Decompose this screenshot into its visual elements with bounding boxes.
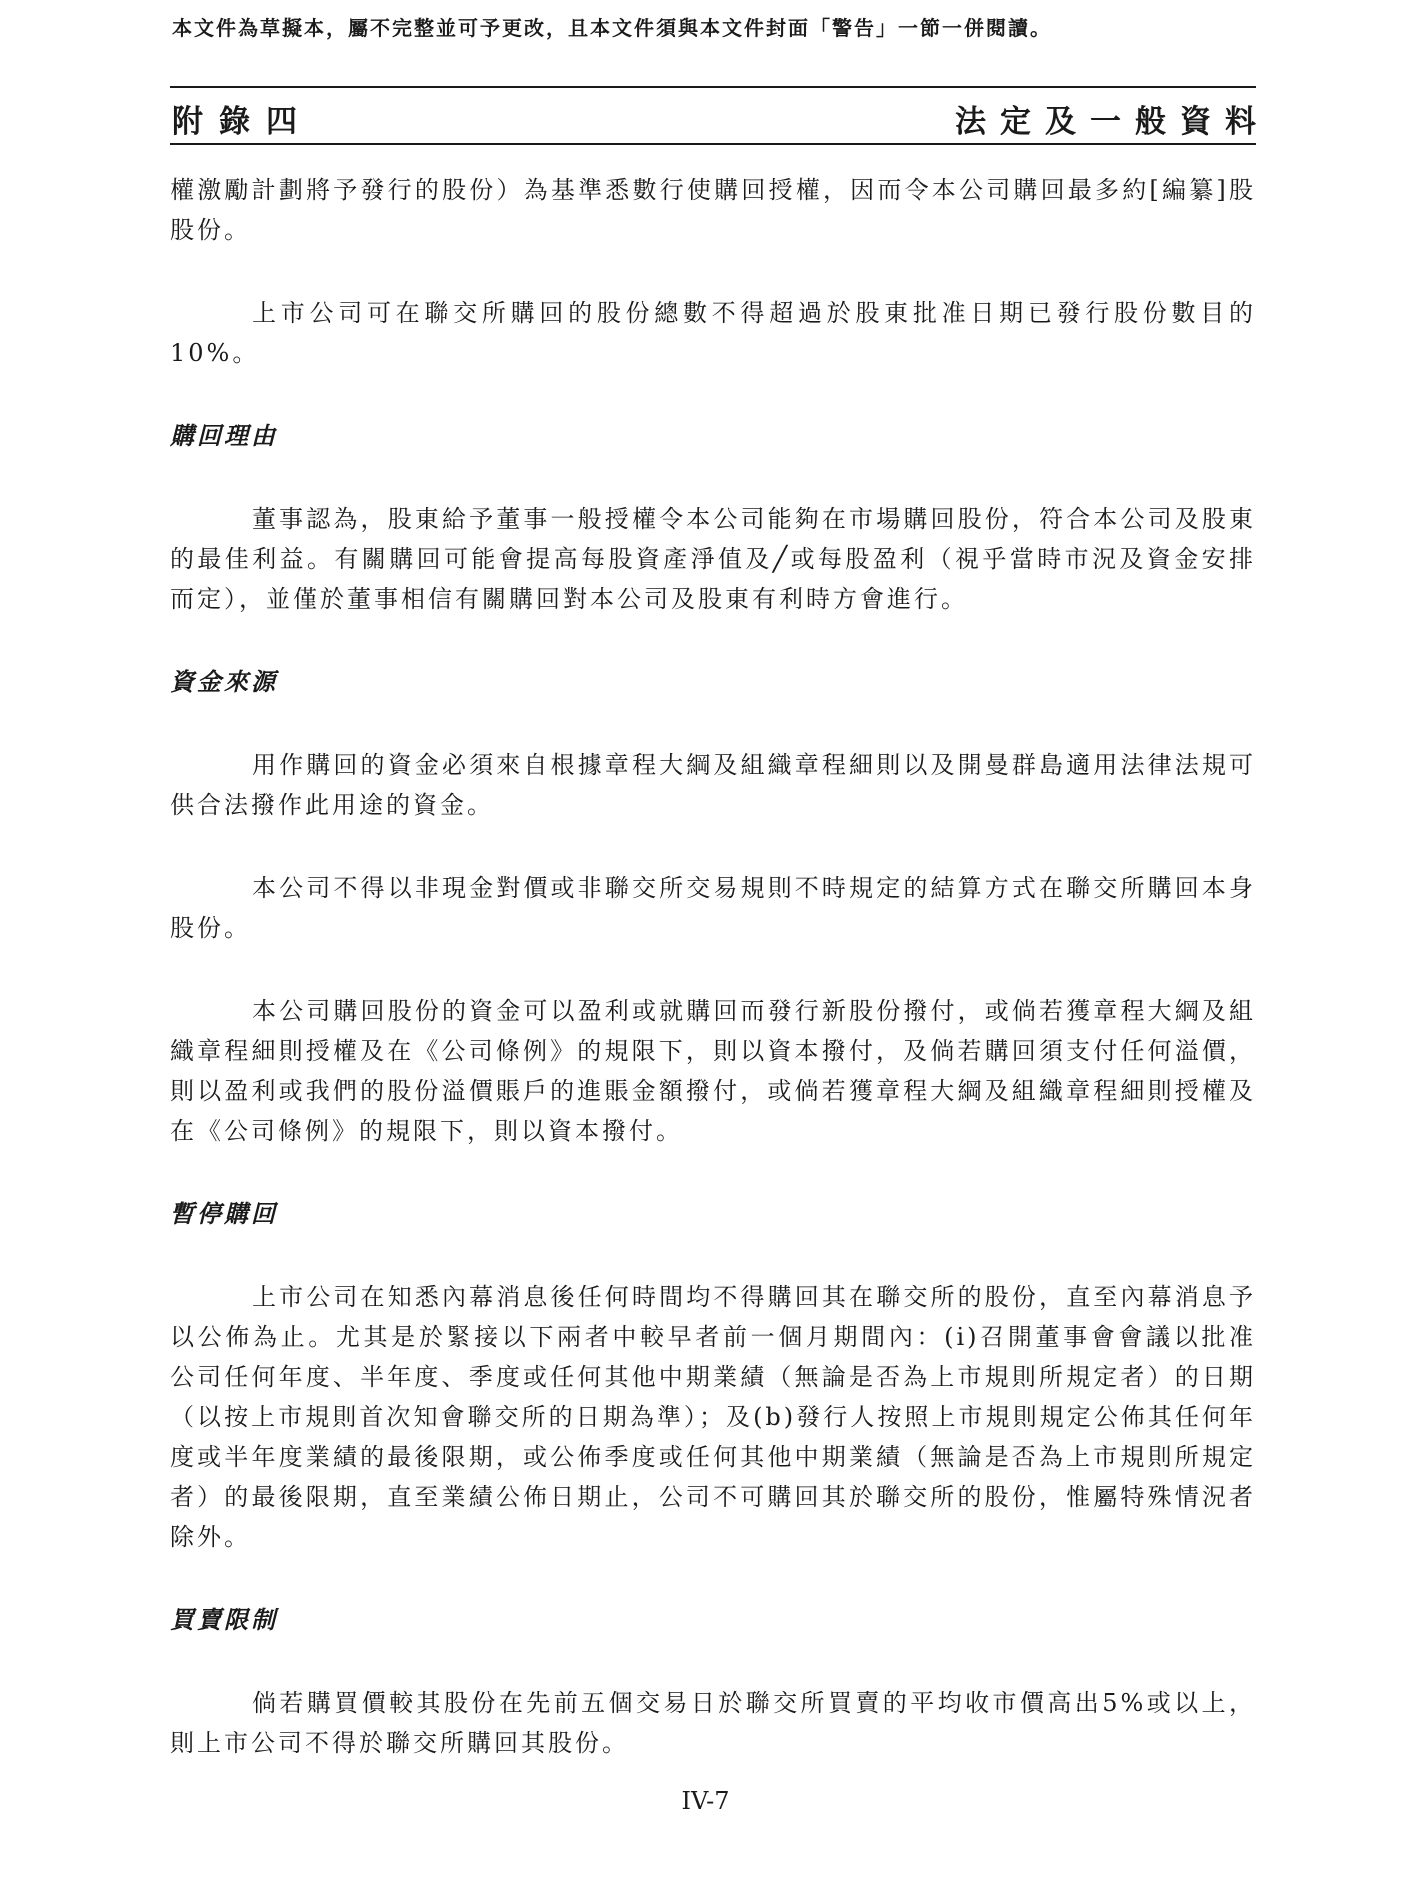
paragraph-trading-restrictions: 倘若購買價較其股份在先前五個交易日於聯交所買賣的平均收市價高出5%或以上，則上市公司不得於聯交所購回其股份。 bbox=[170, 1689, 1256, 1757]
draft-notice: 本文件為草擬本，屬不完整並可予更改，且本文件須與本文件封面「警告」一節一併閱讀。 bbox=[172, 16, 1052, 40]
paragraph-funds-legal: 用作購回的資金必須來自根據章程大綱及組織章程細則以及開曼群島適用法律法規可供合法撥作此用途的資金。 bbox=[170, 751, 1256, 819]
paragraph-reasons: 董事認為，股東給予董事一般授權令本公司能夠在市場購回股份，符合本公司及股東的最佳利益。有關購回可能會提高每股資產淨值及╱或每股盈利（視乎當時市況及資金安排而定），並僅於董事相信有關購回對本公司及股東有利時方會進行。 bbox=[170, 505, 1256, 613]
heading-source-of-funds: 資金來源 bbox=[170, 667, 278, 696]
document-body bbox=[170, 170, 1256, 1763]
heading-trading-restrictions: 買賣限制 bbox=[170, 1605, 278, 1634]
page-number: IV-7 bbox=[681, 1787, 730, 1815]
paragraph-funds-sources: 本公司購回股份的資金可以盈利或就購回而發行新股份撥付，或倘若獲章程大綱及組織章程細則授權及在《公司條例》的規限下，則以資本撥付，及倘若購回須支付任何溢價，則以盈利或我們的股份溢價賬戶的進賬金額撥付，或倘若獲章程大綱及組織章程細則授權及在《公司條例》的規限下，則以資本撥付。 bbox=[170, 997, 1256, 1145]
paragraph-suspension: 上市公司在知悉內幕消息後任何時間均不得購回其在聯交所的股份，直至內幕消息予以公佈為止。尤其是於緊接以下兩者中較早者前一個月期間內：(i)召開董事會會議以批准公司任何年度、半年度、季度或任何其他中期業績（無論是否為上市規則所規定者）的日期（以按上市規則首次知會聯交所的日期為準）；及(b)發行人按照上市規則規定公佈其任何年度或半年度業績的最後限期，或公佈季度或任何其他中期業績（無論是否為上市規則所規定者）的最後限期，直至業績公佈日期止，公司不可購回其於聯交所的股份，惟屬特殊情況者除外。 bbox=[170, 1283, 1256, 1551]
page-header bbox=[170, 86, 1270, 145]
paragraph-repurchase-limit: 上市公司可在聯交所購回的股份總數不得超過於股東批准日期已發行股份數目的10%。 bbox=[170, 299, 1256, 367]
heading-suspension-of-repurchase: 暫停購回 bbox=[170, 1199, 278, 1228]
appendix-title: 附錄四 bbox=[172, 104, 313, 140]
section-title: 法定及一般資料 bbox=[955, 104, 1270, 140]
paragraph-share-repurchase-continued: 權激勵計劃將予發行的股份）為基準悉數行使購回授權，因而令本公司購回最多約[編纂]股股份。 bbox=[170, 176, 1256, 244]
paragraph-funds-settlement: 本公司不得以非現金對價或非聯交所交易規則不時規定的結算方式在聯交所購回本身股份。 bbox=[170, 874, 1256, 942]
heading-reasons-for-repurchase: 購回理由 bbox=[170, 421, 278, 450]
